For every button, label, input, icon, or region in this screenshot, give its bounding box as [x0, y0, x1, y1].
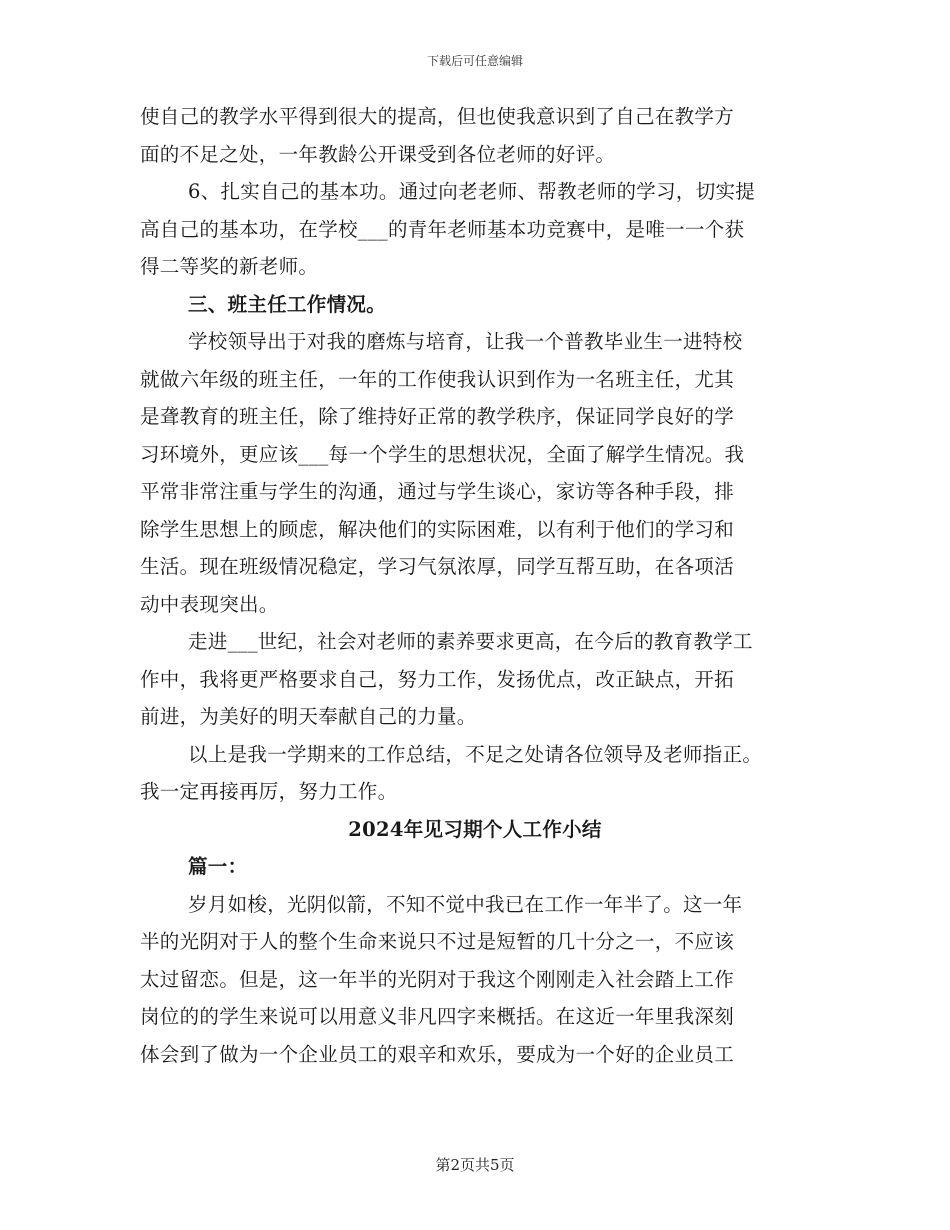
- paragraph-line: 除学生思想上的顾虑，解决他们的实际困难，以有利于他们的学习和: [140, 517, 735, 541]
- paragraph-line: 前进，为美好的明天奉献自己的力量。: [140, 705, 477, 728]
- paragraph-line: 岁月如梭，光阴似箭，不知不觉中我已在工作一年半了。这一年: [188, 892, 743, 916]
- section-heading: 篇一：: [188, 855, 248, 878]
- paragraph-line: 得二等奖的新老师。: [140, 255, 319, 278]
- section-heading: 三、班主任工作情况。: [188, 292, 387, 316]
- document-title: 2024年见习期个人工作小结: [348, 817, 602, 841]
- paragraph-line: 平常非常注重与学生的沟通，通过与学生谈心，家访等各种手段，排: [140, 480, 735, 503]
- paragraph-line: 学校领导出于对我的磨炼与培育，让我一个普教毕业生一进特校: [188, 330, 743, 353]
- paragraph-line: 走进___世纪，社会对老师的素养要求更高，在今后的教育教学工: [188, 630, 753, 653]
- paragraph-line: 习环境外，更应该___每一个学生的思想状况，全面了解学生情况。我: [140, 442, 745, 466]
- paragraph-line: 生活。现在班级情况稳定，学习气氛浓厚，同学互帮互助，在各项活: [140, 555, 735, 578]
- paragraph-line: 以上是我一学期来的工作总结，不足之处请各位领导及老师指正。: [188, 742, 763, 766]
- paragraph-line: 使自己的教学水平得到很大的提高，但也使我意识到了自己在教学方: [140, 105, 735, 128]
- paragraph-line: 面的不足之处，一年教龄公开课受到各位老师的好评。: [140, 142, 616, 166]
- paragraph-line: 作中，我将更严格要求自己，努力工作，发扬优点，改正缺点，开拓: [140, 667, 735, 691]
- header-note: 下载后可任意编辑: [426, 54, 523, 68]
- paragraph-line: 高自己的基本功，在学校___的青年老师基本功竞赛中，是唯一一个获: [140, 217, 745, 241]
- page-number: 第2页共5页: [435, 1156, 515, 1174]
- paragraph-line: 我一定再接再厉，努力工作。: [140, 780, 398, 803]
- document-body: [140, 98, 810, 1073]
- paragraph-line: 6、扎实自己的基本功。通过向老老师、帮教老师的学习，切实提: [188, 180, 756, 203]
- paragraph-line: 动中表现突出。: [140, 592, 279, 616]
- paragraph-line: 体会到了做为一个企业员工的艰辛和欢乐，要成为一个好的企业员工: [140, 1042, 735, 1066]
- paragraph-line: 岗位的的学生来说可以用意义非凡四字来概括。在这近一年里我深刻: [140, 1005, 735, 1028]
- paragraph-line: 是聋教育的班主任，除了维持好正常的教学秩序，保证同学良好的学: [140, 405, 735, 428]
- paragraph-line: 太过留恋。但是，这一年半的光阴对于我这个刚刚走入社会踏上工作: [140, 967, 735, 991]
- paragraph-line: 就做六年级的班主任，一年的工作使我认识到作为一名班主任，尤其: [140, 367, 735, 391]
- paragraph-line: 半的光阴对于人的整个生命来说只不过是短暂的几十分之一，不应该: [140, 930, 735, 953]
